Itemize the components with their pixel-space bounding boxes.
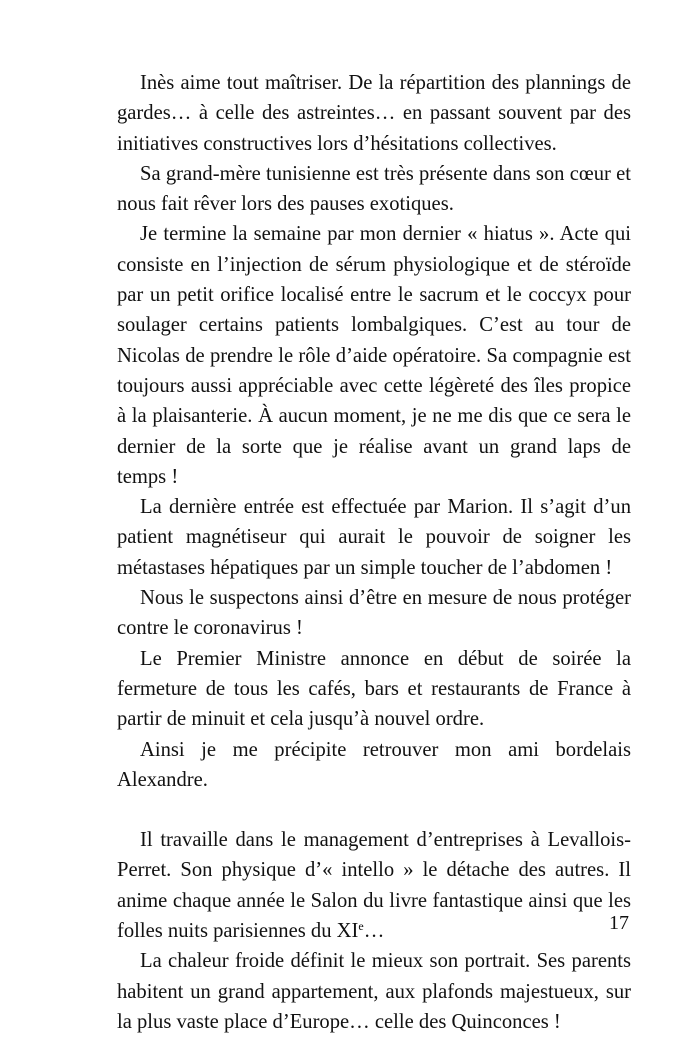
paragraph-2: Sa grand-mère tunisienne est très présente dans son cœur et nous fait rêver lors des pauses exotiques. [117, 162, 631, 216]
paragraph-6: Le Premier Ministre annonce en début de soirée la fermeture de tous les cafés, bars et restaurants de France à partir de minuit et cela jusqu’à nouvel ordre. [117, 647, 631, 731]
paragraph-4: La dernière entrée est effectuée par Marion. Il s’agit d’un patient magnétiseur qui aurait le pouvoir de soigner les métastases hépatiques par un simple toucher de l’abdomen ! [117, 496, 631, 579]
paragraph-7: Ainsi je me précipite retrouver mon ami bordelais Alexandre. [117, 738, 631, 791]
paragraph-1: Inès aime tout maîtriser. De la répartition des plannings de gardes… à celle des astreintes… en passant souvent par des initiatives constructives lors d’hésitations collectives. [117, 72, 631, 155]
paragraph-8 [117, 825, 631, 946]
paragraph-3: Je termine la semaine par mon dernier « hiatus ». Acte qui consiste en l’injection de sérum physiologique et de stéroïde par un petit orifice localisé entre le sacrum et le coccyx pour soulager certains patients lombalgiques. C’est au tour de Nicolas de prendre le rôle d’aide opératoire. Sa compagnie est toujours aussi appréciable avec cette légèreté des îles propice à la plaisanterie. À aucun moment, je ne me dis que ce sera le dernier de la sorte que je réalise avant un grand laps de temps ! [117, 223, 631, 488]
paragraph-5: Nous le suspectons ainsi d’être en mesure de nous protéger contre le coronavirus ! [117, 587, 631, 640]
body-text [117, 68, 631, 1037]
superscript-e: e [358, 919, 364, 934]
page-number: 17 [609, 912, 629, 934]
paragraph-8-ellipsis: … [363, 920, 385, 943]
paragraph-9: La chaleur froide définit le mieux son portrait. Ses parents habitent un grand appartement, aux plafonds majestueux, sur la plus vaste place d’Europe… celle des Quinconces ! [117, 950, 631, 1033]
paragraph-8-text: Il travaille dans le management d’entreprises à Levallois-Perret. Son physique d’« intello » le détache des autres. Il anime chaque année le Salon du livre fantastique ainsi que les folles nuits parisiennes du XI [117, 829, 631, 943]
